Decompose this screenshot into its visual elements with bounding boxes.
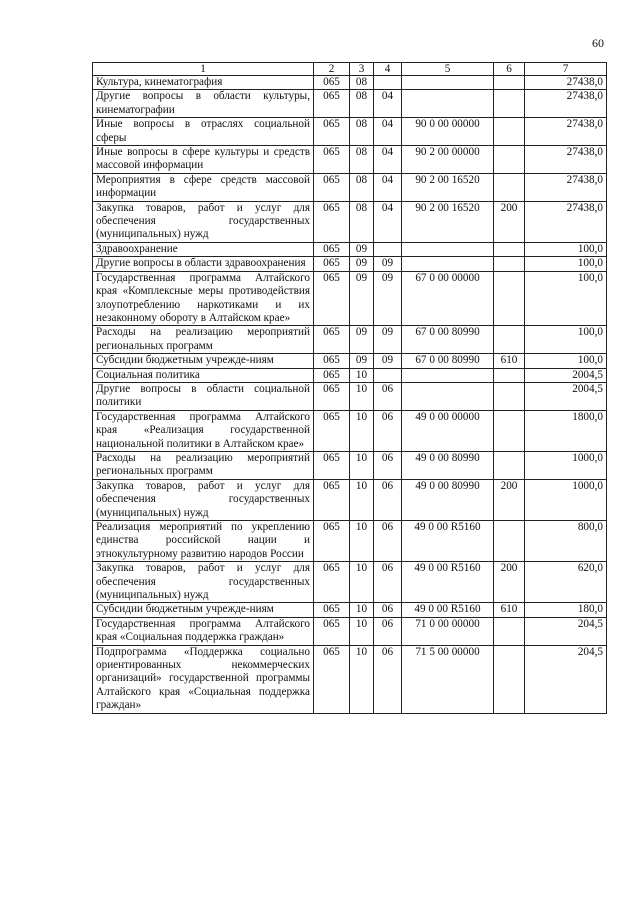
amount-cell: 800,0 bbox=[525, 521, 607, 562]
target-article-cell bbox=[402, 90, 494, 118]
section-code-cell: 08 bbox=[350, 76, 374, 90]
expense-type-cell bbox=[494, 271, 525, 326]
section-code-cell: 10 bbox=[350, 521, 374, 562]
section-code-cell: 08 bbox=[350, 173, 374, 201]
ministry-code-cell: 065 bbox=[314, 242, 350, 256]
amount-cell: 27438,0 bbox=[525, 146, 607, 174]
amount-cell: 100,0 bbox=[525, 242, 607, 256]
row-name-cell: Социальная политика bbox=[93, 368, 314, 382]
expense-type-cell bbox=[494, 410, 525, 451]
section-code-cell: 08 bbox=[350, 118, 374, 146]
amount-cell: 1800,0 bbox=[525, 410, 607, 451]
section-code-cell: 10 bbox=[350, 645, 374, 713]
table-row bbox=[93, 118, 607, 146]
table-row bbox=[93, 410, 607, 451]
amount-cell: 204,5 bbox=[525, 617, 607, 645]
subsection-code-cell: 09 bbox=[374, 257, 402, 271]
section-code-cell: 10 bbox=[350, 382, 374, 410]
row-name-cell: Субсидии бюджетным учрежде-ниям bbox=[93, 354, 314, 368]
table-row bbox=[93, 90, 607, 118]
target-article-cell: 90 0 00 00000 bbox=[402, 118, 494, 146]
section-code-cell: 10 bbox=[350, 451, 374, 479]
expense-type-cell: 610 bbox=[494, 354, 525, 368]
subsection-code-cell: 04 bbox=[374, 201, 402, 242]
column-number: 6 bbox=[494, 63, 525, 76]
ministry-code-cell: 065 bbox=[314, 90, 350, 118]
expense-type-cell bbox=[494, 368, 525, 382]
subsection-code-cell: 06 bbox=[374, 479, 402, 520]
section-code-cell: 09 bbox=[350, 326, 374, 354]
subsection-code-cell: 06 bbox=[374, 645, 402, 713]
section-code-cell: 10 bbox=[350, 617, 374, 645]
ministry-code-cell: 065 bbox=[314, 451, 350, 479]
row-name-cell: Закупка товаров, работ и услуг для обеспечения государственных (муниципальных) нужд bbox=[93, 479, 314, 520]
ministry-code-cell: 065 bbox=[314, 354, 350, 368]
target-article-cell: 71 0 00 00000 bbox=[402, 617, 494, 645]
table-row bbox=[93, 271, 607, 326]
ministry-code-cell: 065 bbox=[314, 603, 350, 617]
expense-type-cell: 200 bbox=[494, 562, 525, 603]
column-number: 7 bbox=[525, 63, 607, 76]
amount-cell: 100,0 bbox=[525, 257, 607, 271]
expense-type-cell bbox=[494, 645, 525, 713]
expense-type-cell bbox=[494, 257, 525, 271]
amount-cell: 27438,0 bbox=[525, 118, 607, 146]
table-body bbox=[93, 76, 607, 714]
expense-type-cell bbox=[494, 326, 525, 354]
expense-type-cell bbox=[494, 146, 525, 174]
table-row bbox=[93, 479, 607, 520]
target-article-cell bbox=[402, 242, 494, 256]
subsection-code-cell: 09 bbox=[374, 271, 402, 326]
table-row bbox=[93, 382, 607, 410]
amount-cell: 100,0 bbox=[525, 354, 607, 368]
expense-type-cell bbox=[494, 242, 525, 256]
subsection-code-cell: 06 bbox=[374, 382, 402, 410]
row-name-cell: Реализация мероприятий по укреплению единства российской нации и этнокультурному развитию народов России bbox=[93, 521, 314, 562]
target-article-cell: 67 0 00 80990 bbox=[402, 326, 494, 354]
ministry-code-cell: 065 bbox=[314, 118, 350, 146]
target-article-cell: 67 0 00 00000 bbox=[402, 271, 494, 326]
amount-cell: 204,5 bbox=[525, 645, 607, 713]
target-article-cell: 49 0 00 80990 bbox=[402, 451, 494, 479]
section-code-cell: 10 bbox=[350, 410, 374, 451]
expense-type-cell: 200 bbox=[494, 201, 525, 242]
row-name-cell: Иные вопросы в отраслях социальной сферы bbox=[93, 118, 314, 146]
row-name-cell: Государственная программа Алтайского края «Социальная поддержка граждан» bbox=[93, 617, 314, 645]
expense-type-cell bbox=[494, 617, 525, 645]
subsection-code-cell: 06 bbox=[374, 562, 402, 603]
ministry-code-cell: 065 bbox=[314, 201, 350, 242]
row-name-cell: Культура, кинематография bbox=[93, 76, 314, 90]
ministry-code-cell: 065 bbox=[314, 645, 350, 713]
target-article-cell: 49 0 00 00000 bbox=[402, 410, 494, 451]
column-number: 5 bbox=[402, 63, 494, 76]
amount-cell: 2004,5 bbox=[525, 368, 607, 382]
table-row bbox=[93, 562, 607, 603]
subsection-code-cell: 06 bbox=[374, 603, 402, 617]
page-number: 60 bbox=[592, 36, 604, 50]
subsection-code-cell: 04 bbox=[374, 173, 402, 201]
target-article-cell: 49 0 00 R5160 bbox=[402, 562, 494, 603]
table-row bbox=[93, 242, 607, 256]
amount-cell: 27438,0 bbox=[525, 173, 607, 201]
expense-type-cell bbox=[494, 76, 525, 90]
subsection-code-cell bbox=[374, 76, 402, 90]
row-name-cell: Иные вопросы в сфере культуры и средств массовой информации bbox=[93, 146, 314, 174]
target-article-cell bbox=[402, 382, 494, 410]
row-name-cell: Расходы на реализацию мероприятий региональных программ bbox=[93, 326, 314, 354]
expense-type-cell bbox=[494, 382, 525, 410]
amount-cell: 2004,5 bbox=[525, 382, 607, 410]
ministry-code-cell: 065 bbox=[314, 146, 350, 174]
column-number: 2 bbox=[314, 63, 350, 76]
section-code-cell: 08 bbox=[350, 146, 374, 174]
subsection-code-cell: 06 bbox=[374, 617, 402, 645]
ministry-code-cell: 065 bbox=[314, 617, 350, 645]
section-code-cell: 09 bbox=[350, 242, 374, 256]
target-article-cell: 67 0 00 80990 bbox=[402, 354, 494, 368]
ministry-code-cell: 065 bbox=[314, 173, 350, 201]
row-name-cell: Подпрограмма «Поддержка социально ориентированных некоммерческих организаций» государственной программы Алтайского края «Социальная поддержка граждан» bbox=[93, 645, 314, 713]
expense-type-cell bbox=[494, 118, 525, 146]
section-code-cell: 09 bbox=[350, 271, 374, 326]
section-code-cell: 10 bbox=[350, 479, 374, 520]
amount-cell: 100,0 bbox=[525, 271, 607, 326]
row-name-cell: Другие вопросы в области культуры, кинематографии bbox=[93, 90, 314, 118]
ministry-code-cell: 065 bbox=[314, 382, 350, 410]
row-name-cell: Другие вопросы в области социальной политики bbox=[93, 382, 314, 410]
subsection-code-cell: 09 bbox=[374, 326, 402, 354]
ministry-code-cell: 065 bbox=[314, 271, 350, 326]
ministry-code-cell: 065 bbox=[314, 410, 350, 451]
row-name-cell: Субсидии бюджетным учрежде-ниям bbox=[93, 603, 314, 617]
amount-cell: 180,0 bbox=[525, 603, 607, 617]
ministry-code-cell: 065 bbox=[314, 76, 350, 90]
section-code-cell: 10 bbox=[350, 562, 374, 603]
target-article-cell: 49 0 00 80990 bbox=[402, 479, 494, 520]
row-name-cell: Государственная программа Алтайского края «Реализация государственной национальной политики в Алтайском крае» bbox=[93, 410, 314, 451]
column-number: 3 bbox=[350, 63, 374, 76]
amount-cell: 100,0 bbox=[525, 326, 607, 354]
subsection-code-cell: 06 bbox=[374, 451, 402, 479]
row-name-cell: Мероприятия в сфере средств массовой информации bbox=[93, 173, 314, 201]
target-article-cell: 49 0 00 R5160 bbox=[402, 603, 494, 617]
target-article-cell bbox=[402, 76, 494, 90]
row-name-cell: Государственная программа Алтайского края «Комплексные меры противодействия злоупотреблению наркотиками и их незаконному обороту в Алтайском крае» bbox=[93, 271, 314, 326]
section-code-cell: 09 bbox=[350, 257, 374, 271]
table-row bbox=[93, 603, 607, 617]
table-row bbox=[93, 368, 607, 382]
subsection-code-cell: 04 bbox=[374, 146, 402, 174]
expense-type-cell: 610 bbox=[494, 603, 525, 617]
ministry-code-cell: 065 bbox=[314, 479, 350, 520]
ministry-code-cell: 065 bbox=[314, 257, 350, 271]
table-row bbox=[93, 173, 607, 201]
section-code-cell: 08 bbox=[350, 201, 374, 242]
expense-type-cell: 200 bbox=[494, 479, 525, 520]
section-code-cell: 09 bbox=[350, 354, 374, 368]
section-code-cell: 10 bbox=[350, 603, 374, 617]
target-article-cell bbox=[402, 257, 494, 271]
expense-type-cell bbox=[494, 521, 525, 562]
amount-cell: 27438,0 bbox=[525, 90, 607, 118]
target-article-cell bbox=[402, 368, 494, 382]
table-row bbox=[93, 354, 607, 368]
expense-type-cell bbox=[494, 173, 525, 201]
ministry-code-cell: 065 bbox=[314, 368, 350, 382]
amount-cell: 620,0 bbox=[525, 562, 607, 603]
column-number: 4 bbox=[374, 63, 402, 76]
table-row bbox=[93, 257, 607, 271]
subsection-code-cell: 09 bbox=[374, 354, 402, 368]
row-name-cell: Другие вопросы в области здравоохранения bbox=[93, 257, 314, 271]
amount-cell: 27438,0 bbox=[525, 76, 607, 90]
target-article-cell: 90 2 00 16520 bbox=[402, 173, 494, 201]
row-name-cell: Закупка товаров, работ и услуг для обеспечения государственных (муниципальных) нужд bbox=[93, 562, 314, 603]
table-row bbox=[93, 645, 607, 713]
column-number: 1 bbox=[93, 63, 314, 76]
table-row bbox=[93, 451, 607, 479]
section-code-cell: 10 bbox=[350, 368, 374, 382]
ministry-code-cell: 065 bbox=[314, 326, 350, 354]
target-article-cell: 90 2 00 00000 bbox=[402, 146, 494, 174]
table-row bbox=[93, 201, 607, 242]
section-code-cell: 08 bbox=[350, 90, 374, 118]
target-article-cell: 90 2 00 16520 bbox=[402, 201, 494, 242]
subsection-code-cell: 06 bbox=[374, 521, 402, 562]
table-row bbox=[93, 521, 607, 562]
amount-cell: 1000,0 bbox=[525, 479, 607, 520]
table-row bbox=[93, 617, 607, 645]
subsection-code-cell: 04 bbox=[374, 118, 402, 146]
table-row bbox=[93, 326, 607, 354]
target-article-cell: 71 5 00 00000 bbox=[402, 645, 494, 713]
expense-type-cell bbox=[494, 451, 525, 479]
ministry-code-cell: 065 bbox=[314, 521, 350, 562]
column-number-row bbox=[93, 63, 607, 76]
row-name-cell: Здравоохранение bbox=[93, 242, 314, 256]
subsection-code-cell: 04 bbox=[374, 90, 402, 118]
subsection-code-cell: 06 bbox=[374, 410, 402, 451]
expense-type-cell bbox=[494, 90, 525, 118]
budget-table bbox=[92, 62, 607, 714]
target-article-cell: 49 0 00 R5160 bbox=[402, 521, 494, 562]
table-row bbox=[93, 146, 607, 174]
table-row bbox=[93, 76, 607, 90]
amount-cell: 1000,0 bbox=[525, 451, 607, 479]
amount-cell: 27438,0 bbox=[525, 201, 607, 242]
subsection-code-cell bbox=[374, 368, 402, 382]
subsection-code-cell bbox=[374, 242, 402, 256]
ministry-code-cell: 065 bbox=[314, 562, 350, 603]
row-name-cell: Закупка товаров, работ и услуг для обеспечения государственных (муниципальных) нужд bbox=[93, 201, 314, 242]
row-name-cell: Расходы на реализацию мероприятий региональных программ bbox=[93, 451, 314, 479]
